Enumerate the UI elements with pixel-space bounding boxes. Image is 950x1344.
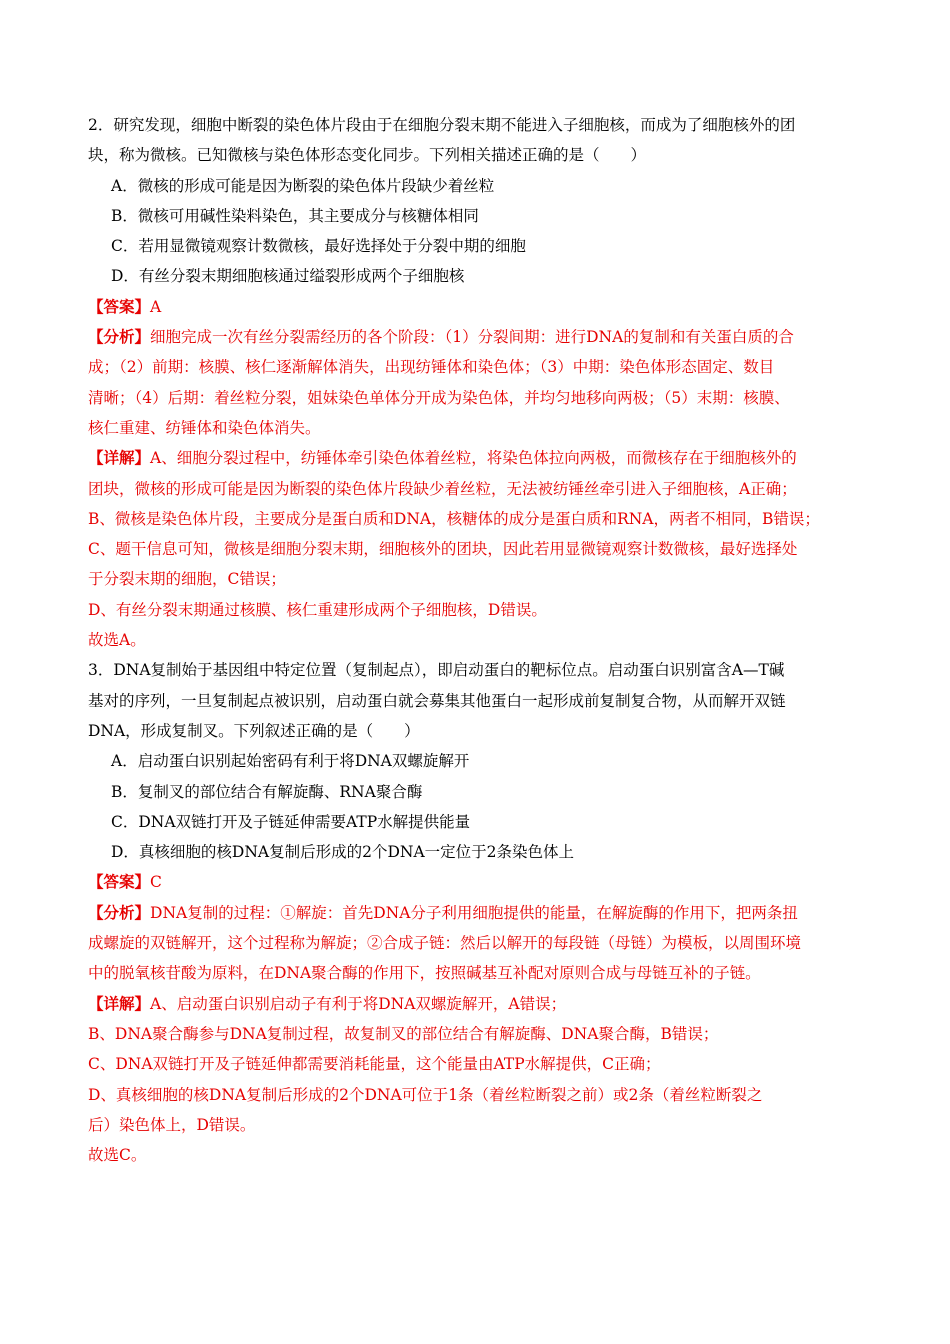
detail-tag: 【详解】 <box>88 993 151 1013</box>
analysis-line: 核仁重建、纺锤体和染色体消失。 <box>88 418 321 437</box>
option-c: C．若用显微镜观察计数微核，最好选择处于分裂中期的细胞 <box>111 237 526 256</box>
conclusion-line: 故选C。 <box>88 1146 147 1165</box>
question-stem-line: DNA，形成复制叉。下列叙述正确的是（ ） <box>88 721 420 740</box>
analysis-tag: 【分析】 <box>88 902 151 922</box>
analysis-tag: 【分析】 <box>88 327 151 347</box>
detail-line: B、微核是染色体片段，主要成分是蛋白质和DNA，核糖体的成分是蛋白质和RNA，两者不相同，B错误； <box>88 509 820 528</box>
analysis-line: 成螺旋的双链解开，这个过程称为解旋；②合成子链：然后以解开的每段链（母链）为模板，以周围环境 <box>88 934 802 953</box>
question-2 <box>88 110 868 655</box>
analysis-line <box>88 898 868 928</box>
detail-line <box>88 443 868 473</box>
detail-line: 团块，微核的形成可能是因为断裂的染色体片段缺少着丝粒，无法被纺锤丝牵引进入子细胞核，A正确； <box>88 479 797 498</box>
question-stem-line: 基对的序列，一旦复制起点被识别，启动蛋白就会募集其他蛋白一起形成前复制复合物，从而解开双链 <box>88 691 786 710</box>
option-a: A．启动蛋白识别起始密码有利于将DNA双螺旋解开 <box>111 752 470 771</box>
analysis-line: 中的脱氧核苷酸为原料，在DNA聚合酶的作用下，按照碱基互补配对原则合成与母链互补的子链。 <box>88 964 761 983</box>
analysis-line <box>88 322 868 352</box>
question-stem-line: 块，称为微核。已知微核与染色体形态变化同步。下列相关描述正确的是（ ） <box>88 146 647 165</box>
answer-value: A <box>150 297 162 316</box>
document-page <box>88 110 868 1170</box>
analysis-line: 成；（2）前期：核膜、核仁逐渐解体消失，出现纺锤体和染色体；（3）中期：染色体形态固定、数目 <box>88 358 775 377</box>
option-d: D．真核细胞的核DNA复制后形成的2个DNA一定位于2条染色体上 <box>111 843 575 862</box>
detail-tag: 【详解】 <box>88 448 151 468</box>
analysis-line: 清晰；（4）后期：着丝粒分裂，姐妹染色单体分开成为染色体，并均匀地移向两极；（5）末期：核膜、 <box>88 388 790 407</box>
answer-tag: 【答案】 <box>88 296 151 316</box>
option-b: B．微核可用碱性染料染色，其主要成分与核糖体相同 <box>111 206 479 225</box>
detail-text: A、启动蛋白识别启动子有利于将DNA双螺旋解开，A错误； <box>150 994 567 1013</box>
detail-line: 于分裂末期的细胞，C错误； <box>88 570 286 589</box>
analysis-text: 细胞完成一次有丝分裂需经历的各个阶段：（1）分裂间期：进行DNA的复制和有关蛋白质的合 <box>150 328 794 347</box>
detail-text: A、细胞分裂过程中，纺锤体牵引染色体着丝粒，将染色体拉向两极，而微核存在于细胞核外的 <box>150 449 797 468</box>
answer-value: C <box>150 873 162 892</box>
detail-line: C、题干信息可知，微核是细胞分裂末期，细胞核外的团块，因此若用显微镜观察计数微核，最好选择处 <box>88 540 798 559</box>
option-a: A．微核的形成可能是因为断裂的染色体片段缺少着丝粒 <box>111 176 495 195</box>
option-d: D．有丝分裂末期细胞核通过缢裂形成两个子细胞核 <box>111 267 465 286</box>
answer-line <box>88 292 868 322</box>
answer-line <box>88 867 868 897</box>
detail-line: D、真核细胞的核DNA复制后形成的2个DNA可位于1条（着丝粒断裂之前）或2条（着丝粒断裂之 <box>88 1085 763 1104</box>
question-stem-line: 3．DNA复制始于基因组中特定位置（复制起点），即启动蛋白的靶标位点。启动蛋白识别富含A—T碱 <box>88 661 785 680</box>
answer-tag: 【答案】 <box>88 872 151 892</box>
detail-line <box>88 989 868 1019</box>
detail-line: D、有丝分裂末期通过核膜、核仁重建形成两个子细胞核，D错误。 <box>88 600 547 619</box>
option-c: C．DNA双链打开及子链延伸需要ATP水解提供能量 <box>111 812 471 831</box>
detail-line: B、DNA聚合酶参与DNA复制过程，故复制叉的部位结合有解旋酶、DNA聚合酶，B错误； <box>88 1024 719 1043</box>
option-b: B．复制叉的部位结合有解旋酶、RNA聚合酶 <box>111 782 423 801</box>
detail-line: C、DNA双链打开及子链延伸都需要消耗能量，这个能量由ATP水解提供，C正确； <box>88 1055 661 1074</box>
question-3 <box>88 655 868 1170</box>
question-stem-line: 2．研究发现，细胞中断裂的染色体片段由于在细胞分裂末期不能进入子细胞核，而成为了细胞核外的团 <box>88 116 796 134</box>
analysis-text: DNA复制的过程：①解旋：首先DNA分子利用细胞提供的能量，在解旋酶的作用下，把两条扭 <box>150 903 798 922</box>
detail-line: 后）染色体上，D错误。 <box>88 1115 256 1134</box>
conclusion-line: 故选A。 <box>88 631 146 650</box>
